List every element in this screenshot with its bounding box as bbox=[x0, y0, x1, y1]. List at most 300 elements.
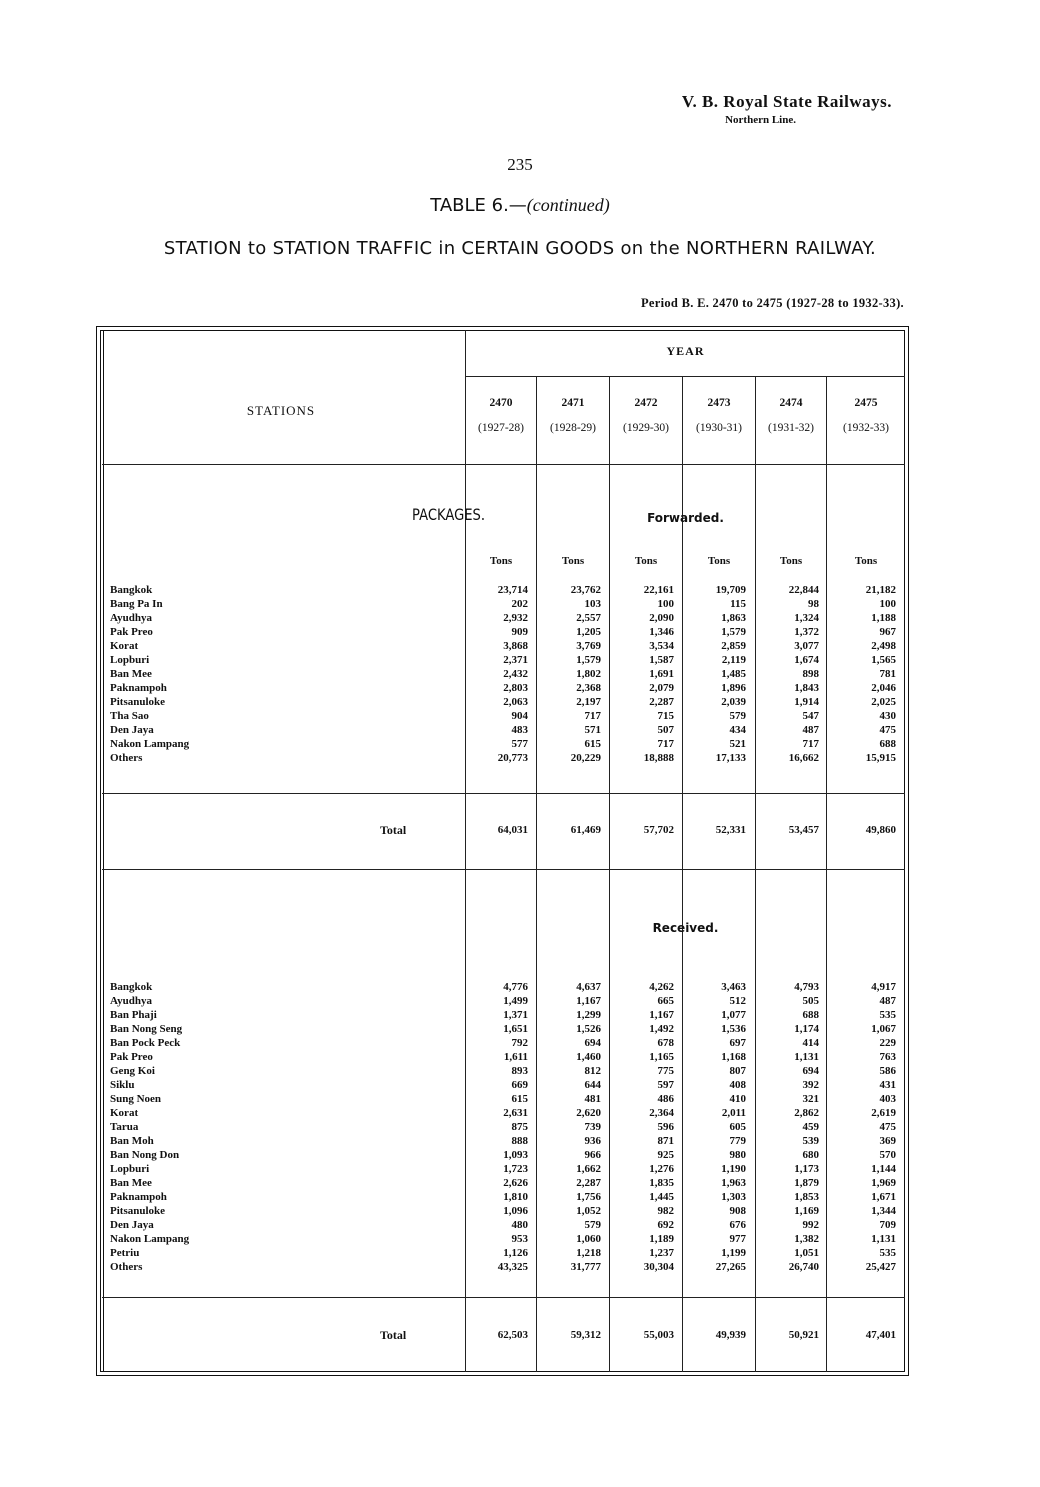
station-name: Bang Pa In bbox=[110, 598, 163, 610]
table-cell: 676 bbox=[729, 1219, 746, 1231]
table-cell: 2,432 bbox=[503, 668, 528, 680]
table-cell: 579 bbox=[584, 1219, 601, 1231]
year-ad: (1929-30) bbox=[623, 422, 669, 434]
table-cell: 2,371 bbox=[503, 654, 528, 666]
table-cell: 431 bbox=[879, 1079, 896, 1091]
table-cell: 202 bbox=[511, 598, 528, 610]
value-column bbox=[866, 583, 896, 765]
table-cell: 763 bbox=[879, 1051, 896, 1063]
unit-label: Tons bbox=[854, 555, 878, 567]
total-cell: 55,003 bbox=[643, 1329, 674, 1341]
total-cell: 52,331 bbox=[715, 824, 746, 836]
table-cell: 812 bbox=[584, 1065, 601, 1077]
header-subtitle: Northern Line. bbox=[725, 114, 796, 126]
table-cell: 597 bbox=[657, 1079, 674, 1091]
col-divider-5 bbox=[826, 376, 827, 1372]
table-cell: 475 bbox=[879, 724, 896, 736]
table-cell: 20,229 bbox=[570, 752, 601, 764]
table-cell: 1,756 bbox=[576, 1191, 601, 1203]
table-cell: 480 bbox=[511, 1219, 528, 1231]
table-cell: 1,492 bbox=[649, 1023, 674, 1035]
table-cell: 1,802 bbox=[576, 668, 601, 680]
unit-label: Tons bbox=[561, 555, 585, 567]
station-name: Paknampoh bbox=[110, 1191, 167, 1203]
table-cell: 2,620 bbox=[576, 1107, 601, 1119]
table-cell: 521 bbox=[729, 738, 746, 750]
table-cell: 893 bbox=[511, 1065, 528, 1077]
col-divider-2 bbox=[609, 376, 610, 1372]
table-cell: 115 bbox=[730, 598, 746, 610]
year-be: 2474 bbox=[779, 397, 803, 409]
table-cell: 688 bbox=[879, 738, 896, 750]
table-cell: 2,364 bbox=[649, 1107, 674, 1119]
table-cell: 1,662 bbox=[576, 1163, 601, 1175]
table-cell: 1,060 bbox=[576, 1233, 601, 1245]
table-cell: 507 bbox=[657, 724, 674, 736]
table-cell: 792 bbox=[511, 1037, 528, 1049]
table-cell: 4,776 bbox=[503, 981, 528, 993]
table-cell: 1,863 bbox=[721, 612, 746, 624]
table-cell: 571 bbox=[584, 724, 601, 736]
table-cell: 898 bbox=[802, 668, 819, 680]
total-cell: 50,921 bbox=[788, 1329, 819, 1341]
table-cell: 1,189 bbox=[649, 1233, 674, 1245]
station-name: Tha Sao bbox=[110, 710, 149, 722]
table-cell: 321 bbox=[802, 1093, 819, 1105]
year-col-2471 bbox=[537, 397, 609, 434]
table-cell: 392 bbox=[802, 1079, 819, 1091]
table-cell: 1,879 bbox=[794, 1177, 819, 1189]
table-cell: 2,368 bbox=[576, 682, 601, 694]
table-cell: 1,067 bbox=[871, 1023, 896, 1035]
table-cell: 644 bbox=[584, 1079, 601, 1091]
unit-label: Tons bbox=[634, 555, 658, 567]
table-cell: 22,844 bbox=[788, 584, 819, 596]
station-name: Ban Moh bbox=[110, 1135, 154, 1147]
table-cell: 2,039 bbox=[721, 696, 746, 708]
table-cell: 535 bbox=[879, 1009, 896, 1021]
table-cell: 871 bbox=[657, 1135, 674, 1147]
station-name: Siklu bbox=[110, 1079, 135, 1091]
table-cell: 2,498 bbox=[871, 640, 896, 652]
table-cell: 717 bbox=[802, 738, 819, 750]
received-total-label: Total bbox=[380, 1328, 407, 1342]
table-cell: 23,714 bbox=[497, 584, 528, 596]
table-cell: 2,090 bbox=[649, 612, 674, 624]
table-cell: 1,835 bbox=[649, 1177, 674, 1189]
table-cell: 4,917 bbox=[871, 981, 896, 993]
station-name: Others bbox=[110, 1261, 143, 1273]
table-cell: 1,174 bbox=[794, 1023, 819, 1035]
table-cell: 680 bbox=[802, 1149, 819, 1161]
stations-column-divider bbox=[465, 330, 466, 1372]
table-cell: 3,077 bbox=[794, 640, 819, 652]
year-col-2474 bbox=[756, 397, 826, 434]
station-name: Bangkok bbox=[110, 981, 153, 993]
table-cell: 1,167 bbox=[576, 995, 601, 1007]
table-cell: 1,445 bbox=[649, 1191, 674, 1203]
table-cell: 547 bbox=[802, 710, 819, 722]
station-name: Sung Noen bbox=[110, 1093, 162, 1105]
table-cell: 1,144 bbox=[871, 1163, 896, 1175]
station-name: Petriu bbox=[110, 1247, 140, 1259]
table-cell: 1,536 bbox=[721, 1023, 746, 1035]
table-cell: 1,188 bbox=[871, 612, 896, 624]
table-cell: 1,052 bbox=[576, 1205, 601, 1217]
station-name: Nakon Lampang bbox=[110, 738, 190, 750]
total-cell: 64,031 bbox=[497, 824, 528, 836]
table-cell: 1,611 bbox=[503, 1051, 528, 1063]
table-cell: 977 bbox=[729, 1233, 746, 1245]
station-name: Geng Koi bbox=[110, 1065, 155, 1077]
table-cell: 1,969 bbox=[871, 1177, 896, 1189]
table-cell: 21,182 bbox=[865, 584, 896, 596]
total-cell: 49,939 bbox=[715, 1329, 746, 1341]
table-cell: 2,063 bbox=[503, 696, 528, 708]
value-column bbox=[644, 583, 674, 765]
table-cell: 1,303 bbox=[721, 1191, 746, 1203]
col-divider-4 bbox=[755, 376, 756, 1372]
table-cell: 3,463 bbox=[721, 981, 746, 993]
table-cell: 1,485 bbox=[721, 668, 746, 680]
received-station-names bbox=[110, 980, 189, 1274]
value-column bbox=[571, 583, 601, 765]
year-ad: (1927-28) bbox=[478, 422, 524, 434]
table-cell: 487 bbox=[802, 724, 819, 736]
table-cell: 1,131 bbox=[871, 1233, 896, 1245]
section-separator bbox=[102, 869, 905, 870]
table-cell: 2,079 bbox=[649, 682, 674, 694]
year-ad: (1932-33) bbox=[843, 422, 889, 434]
table-cell: 459 bbox=[802, 1121, 819, 1133]
table-cell: 25,427 bbox=[865, 1261, 896, 1273]
table-cell: 2,197 bbox=[576, 696, 601, 708]
year-col-2473 bbox=[683, 397, 755, 434]
forwarded-total-label: Total bbox=[380, 823, 407, 837]
table-cell: 688 bbox=[802, 1009, 819, 1021]
value-column bbox=[644, 980, 674, 1274]
table-cell: 1,051 bbox=[794, 1247, 819, 1259]
station-name: Ayudhya bbox=[110, 995, 152, 1007]
station-name: Pitsanuloke bbox=[110, 1205, 166, 1217]
table-cell: 2,287 bbox=[649, 696, 674, 708]
year-col-2475 bbox=[827, 397, 905, 434]
table-cell: 17,133 bbox=[715, 752, 746, 764]
col-divider-1 bbox=[536, 376, 537, 1372]
table-cell: 739 bbox=[584, 1121, 601, 1133]
running-header bbox=[682, 92, 892, 126]
table-cell: 1,460 bbox=[576, 1051, 601, 1063]
station-name: Nakon Lampang bbox=[110, 1233, 190, 1245]
year-be: 2470 bbox=[489, 397, 513, 409]
total-cell: 47,401 bbox=[865, 1329, 896, 1341]
table-cell: 1,190 bbox=[721, 1163, 746, 1175]
table-cell: 2,619 bbox=[871, 1107, 896, 1119]
table-cell: 1,499 bbox=[503, 995, 528, 1007]
station-name: Den Jaya bbox=[110, 1219, 154, 1231]
year-be: 2473 bbox=[707, 397, 731, 409]
table-cell: 1,565 bbox=[871, 654, 896, 666]
table-cell: 1,853 bbox=[794, 1191, 819, 1203]
table-cell: 369 bbox=[879, 1135, 896, 1147]
table-cell: 1,372 bbox=[794, 626, 819, 638]
table-cell: 1,896 bbox=[721, 682, 746, 694]
header-title: V. B. Royal State Railways. bbox=[681, 92, 892, 111]
period-label: Period B. E. 2470 to 2475 (1927-28 to 1932-33). bbox=[640, 296, 904, 310]
table-cell: 2,932 bbox=[503, 612, 528, 624]
value-column bbox=[498, 583, 528, 765]
table-cell: 1,205 bbox=[576, 626, 601, 638]
table-cell: 596 bbox=[657, 1121, 674, 1133]
table-cell: 100 bbox=[879, 598, 896, 610]
table-cell: 512 bbox=[729, 995, 746, 1007]
table-heading-label: TABLE 6.— bbox=[430, 195, 527, 216]
total-cell: 61,469 bbox=[570, 824, 601, 836]
table-cell: 904 bbox=[511, 710, 528, 722]
table-cell: 717 bbox=[584, 710, 601, 722]
table-cell: 586 bbox=[879, 1065, 896, 1077]
table-cell: 1,579 bbox=[721, 626, 746, 638]
table-cell: 1,324 bbox=[794, 612, 819, 624]
station-name: Bangkok bbox=[110, 584, 153, 596]
station-name: Ban Mee bbox=[110, 668, 152, 680]
station-name: Tarua bbox=[110, 1121, 139, 1133]
table-cell: 2,287 bbox=[576, 1177, 601, 1189]
table-cell: 1,169 bbox=[794, 1205, 819, 1217]
header-bottom-rule bbox=[102, 464, 905, 465]
table-cell: 1,299 bbox=[576, 1009, 601, 1021]
commodity-label: PACKAGES. bbox=[412, 505, 486, 524]
table-cell: 717 bbox=[657, 738, 674, 750]
value-column bbox=[866, 980, 896, 1274]
table-cell: 1,093 bbox=[503, 1149, 528, 1161]
table-cell: 22,161 bbox=[643, 584, 674, 596]
page-number: 235 bbox=[507, 155, 533, 174]
table-heading bbox=[0, 195, 1040, 216]
table-cell: 678 bbox=[657, 1037, 674, 1049]
table-cell: 807 bbox=[729, 1065, 746, 1077]
station-name: Lopburi bbox=[110, 654, 150, 666]
received-label: Received. bbox=[652, 921, 719, 935]
table-cell: 1,131 bbox=[794, 1051, 819, 1063]
table-cell: 414 bbox=[802, 1037, 819, 1049]
table-cell: 1,382 bbox=[794, 1233, 819, 1245]
value-column bbox=[716, 980, 746, 1274]
table-heading-continued: (continued) bbox=[526, 195, 610, 215]
table-cell: 434 bbox=[729, 724, 746, 736]
table-cell: 925 bbox=[657, 1149, 674, 1161]
table-cell: 403 bbox=[879, 1093, 896, 1105]
table-cell: 982 bbox=[657, 1205, 674, 1217]
table-cell: 909 bbox=[511, 626, 528, 638]
table-cell: 2,011 bbox=[721, 1107, 746, 1119]
table-cell: 43,325 bbox=[497, 1261, 528, 1273]
table-cell: 615 bbox=[584, 738, 601, 750]
table-cell: 16,662 bbox=[788, 752, 819, 764]
table-cell: 2,803 bbox=[503, 682, 528, 694]
table-cell: 4,637 bbox=[576, 981, 601, 993]
table-cell: 3,769 bbox=[576, 640, 601, 652]
table-cell: 20,773 bbox=[497, 752, 528, 764]
table-cell: 936 bbox=[584, 1135, 601, 1147]
year-be: 2472 bbox=[634, 397, 658, 409]
table-cell: 715 bbox=[657, 710, 674, 722]
table-cell: 539 bbox=[802, 1135, 819, 1147]
table-cell: 980 bbox=[729, 1149, 746, 1161]
value-column bbox=[789, 583, 819, 765]
received-total-rule bbox=[102, 1297, 905, 1298]
table-cell: 694 bbox=[802, 1065, 819, 1077]
table-cell: 481 bbox=[584, 1093, 601, 1105]
total-cell: 57,702 bbox=[643, 824, 674, 836]
table-cell: 1,276 bbox=[649, 1163, 674, 1175]
table-cell: 4,262 bbox=[649, 981, 674, 993]
table-cell: 605 bbox=[729, 1121, 746, 1133]
table-cell: 31,777 bbox=[570, 1261, 601, 1273]
table-cell: 229 bbox=[879, 1037, 896, 1049]
value-column bbox=[571, 980, 601, 1274]
year-ad: (1928-29) bbox=[550, 422, 596, 434]
table-cell: 487 bbox=[879, 995, 896, 1007]
table-cell: 410 bbox=[729, 1093, 746, 1105]
table-cell: 888 bbox=[511, 1135, 528, 1147]
forwarded-station-names bbox=[110, 583, 189, 765]
table-cell: 1,165 bbox=[649, 1051, 674, 1063]
table-cell: 967 bbox=[879, 626, 896, 638]
station-name: Pak Preo bbox=[110, 626, 153, 638]
station-name: Lopburi bbox=[110, 1163, 150, 1175]
table-cell: 1,346 bbox=[649, 626, 674, 638]
table-cell: 486 bbox=[657, 1093, 674, 1105]
table-cell: 1,096 bbox=[503, 1205, 528, 1217]
table-cell: 779 bbox=[729, 1135, 746, 1147]
station-name: Den Jaya bbox=[110, 724, 154, 736]
table-cell: 1,651 bbox=[503, 1023, 528, 1035]
table-cell: 1,077 bbox=[721, 1009, 746, 1021]
table-cell: 953 bbox=[511, 1233, 528, 1245]
table-cell: 570 bbox=[879, 1149, 896, 1161]
table-cell: 1,167 bbox=[649, 1009, 674, 1021]
station-name: Ayudhya bbox=[110, 612, 152, 624]
year-col-2472 bbox=[610, 397, 682, 434]
table-cell: 3,534 bbox=[649, 640, 674, 652]
table-cell: 475 bbox=[879, 1121, 896, 1133]
table-cell: 2,862 bbox=[794, 1107, 819, 1119]
unit-label: Tons bbox=[489, 555, 513, 567]
table-cell: 27,265 bbox=[715, 1261, 746, 1273]
table-cell: 100 bbox=[657, 598, 674, 610]
table-cell: 3,868 bbox=[503, 640, 528, 652]
station-name: Pak Preo bbox=[110, 1051, 153, 1063]
table-cell: 1,723 bbox=[503, 1163, 528, 1175]
table-cell: 1,843 bbox=[794, 682, 819, 694]
table-cell: 19,709 bbox=[715, 584, 746, 596]
col-divider-3 bbox=[682, 376, 683, 1372]
table-cell: 697 bbox=[729, 1037, 746, 1049]
table-cell: 579 bbox=[729, 710, 746, 722]
station-name: Ban Nong Don bbox=[110, 1149, 180, 1161]
total-cell: 53,457 bbox=[788, 824, 819, 836]
table-cell: 577 bbox=[511, 738, 528, 750]
table-cell: 2,046 bbox=[871, 682, 896, 694]
year-be: 2471 bbox=[561, 397, 585, 409]
table-cell: 15,915 bbox=[865, 752, 896, 764]
table-cell: 535 bbox=[879, 1247, 896, 1259]
station-name: Ban Mee bbox=[110, 1177, 152, 1189]
table-cell: 1,344 bbox=[871, 1205, 896, 1217]
station-name: Paknampoh bbox=[110, 682, 167, 694]
value-column bbox=[716, 583, 746, 765]
table-cell: 430 bbox=[879, 710, 896, 722]
table-cell: 1,218 bbox=[576, 1247, 601, 1259]
table-cell: 1,371 bbox=[503, 1009, 528, 1021]
value-column bbox=[789, 980, 819, 1274]
table-cell: 615 bbox=[511, 1093, 528, 1105]
value-column bbox=[498, 980, 528, 1274]
table-cell: 408 bbox=[729, 1079, 746, 1091]
stations-header: STATIONS bbox=[246, 403, 316, 418]
table-cell: 505 bbox=[802, 995, 819, 1007]
table-cell: 781 bbox=[879, 668, 896, 680]
table-cell: 2,119 bbox=[721, 654, 746, 666]
table-cell: 1,674 bbox=[794, 654, 819, 666]
table-cell: 1,173 bbox=[794, 1163, 819, 1175]
table-cell: 966 bbox=[584, 1149, 601, 1161]
table-cell: 23,762 bbox=[570, 584, 601, 596]
table-cell: 4,793 bbox=[794, 981, 819, 993]
station-name: Pitsanuloke bbox=[110, 696, 166, 708]
table-cell: 1,579 bbox=[576, 654, 601, 666]
table-cell: 103 bbox=[584, 598, 601, 610]
total-cell: 62,503 bbox=[497, 1329, 528, 1341]
table-cell: 1,168 bbox=[721, 1051, 746, 1063]
table-cell: 1,237 bbox=[649, 1247, 674, 1259]
year-ad: (1931-32) bbox=[768, 422, 814, 434]
year-header: YEAR bbox=[666, 344, 705, 358]
table-cell: 1,691 bbox=[649, 668, 674, 680]
table-cell: 1,126 bbox=[503, 1247, 528, 1259]
total-cell: 49,860 bbox=[865, 824, 896, 836]
total-cell: 59,312 bbox=[570, 1329, 601, 1341]
table-cell: 992 bbox=[802, 1219, 819, 1231]
table-cell: 775 bbox=[657, 1065, 674, 1077]
forwarded-label: Forwarded. bbox=[647, 511, 724, 525]
forwarded-total-rule bbox=[102, 793, 905, 794]
table-cell: 2,859 bbox=[721, 640, 746, 652]
table-cell: 2,557 bbox=[576, 612, 601, 624]
table-cell: 18,888 bbox=[643, 752, 674, 764]
table-cell: 483 bbox=[511, 724, 528, 736]
table-cell: 1,199 bbox=[721, 1247, 746, 1259]
table-cell: 669 bbox=[511, 1079, 528, 1091]
table-cell: 665 bbox=[657, 995, 674, 1007]
table-cell: 1,671 bbox=[871, 1191, 896, 1203]
year-be: 2475 bbox=[854, 397, 878, 409]
station-name: Korat bbox=[110, 1107, 139, 1119]
table-cell: 1,587 bbox=[649, 654, 674, 666]
year-ad: (1930-31) bbox=[696, 422, 742, 434]
table-cell: 1,914 bbox=[794, 696, 819, 708]
table-cell: 1,526 bbox=[576, 1023, 601, 1035]
table-cell: 26,740 bbox=[788, 1261, 819, 1273]
station-name: Ban Nong Seng bbox=[110, 1023, 183, 1035]
table-cell: 709 bbox=[879, 1219, 896, 1231]
table-cell: 98 bbox=[808, 598, 819, 610]
table-cell: 1,810 bbox=[503, 1191, 528, 1203]
unit-label: Tons bbox=[779, 555, 803, 567]
table-cell: 694 bbox=[584, 1037, 601, 1049]
year-divider bbox=[466, 376, 905, 377]
